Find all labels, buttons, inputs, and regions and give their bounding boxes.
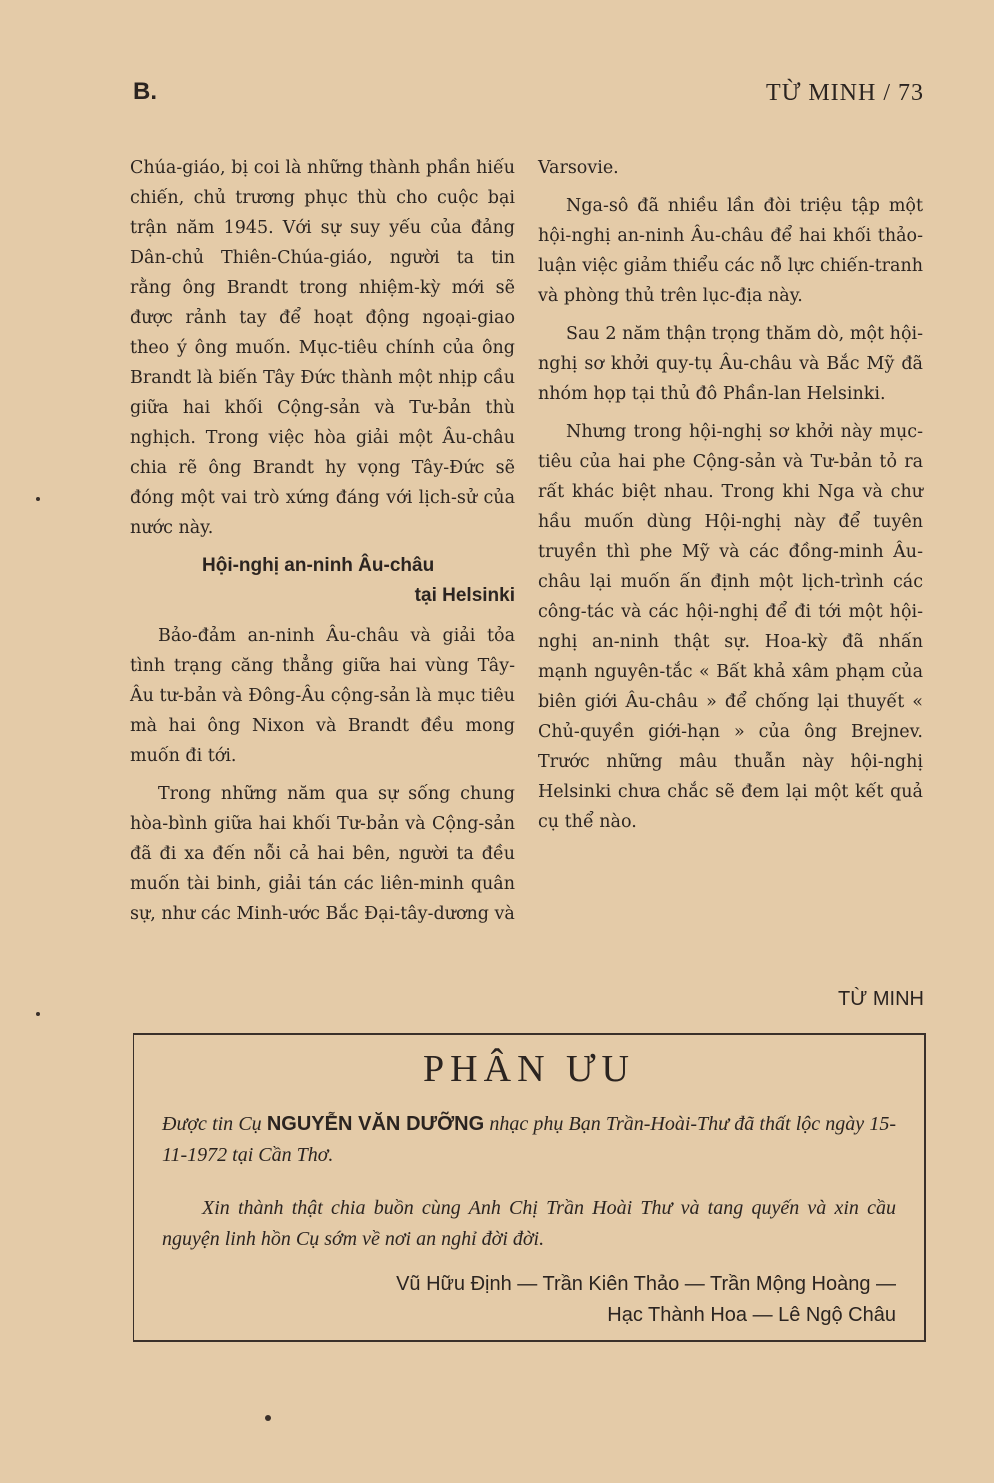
page-section-letter: B. — [133, 78, 157, 105]
announcement-text-start: Được tin Cụ — [162, 1113, 267, 1135]
ink-speck — [265, 1415, 271, 1421]
announcement-text-end: nhạc phụ Bạn Trần-Hoài-Thư đã thất lộc ngày 15-11-1972 tại Cần Thơ. — [162, 1113, 896, 1166]
paragraph: Varsovie. — [538, 158, 619, 178]
right-column — [538, 153, 923, 845]
notice-title: PHÂN ƯU — [423, 1048, 635, 1090]
notice-signatories: Vũ Hữu Định — Trần Kiên Thảo — Trần Mộng Hoàng — Hạc Thành Hoa — Lê Ngộ Châu — [396, 1273, 896, 1326]
notice-announcement — [162, 1109, 896, 1171]
left-column — [130, 153, 515, 937]
paragraph: Nhưng trong hội-nghị sơ khởi này mục-tiêu của hai phe Cộng-sản và Tư-bản tỏ ra rất khác biệt nhau. Trong khi Nga và chư hầu muốn dùng Hội-nghị này để tuyên truyền thì phe Mỹ và các đồng-minh Âu-châu lại muốn ấn định một lịch-trình các công-tác và các hội-nghị để đi tới một hội-nghị an-ninh thật sự. Hoa-kỳ đã nhấn mạnh nguyên-tắc « Bất khả xâm phạm của biên giới Âu-châu » để chống lại thuyết « Chủ-quyền giới-hạn » của ông Brejnev. Trước những mâu thuẫn này hội-nghị Helsinki chưa chắc sẽ đem lại một kết quả cụ thể nào. — [538, 422, 923, 832]
subheading-line-2: tại Helsinki — [414, 585, 515, 606]
subheading-line-1: Hội-nghị an-ninh Âu-châu — [202, 555, 435, 576]
paragraph: Nga-sô đã nhiều lần đòi triệu tập một hội-nghị an-ninh Âu-châu để hai khối thảo-luận việc giảm thiểu các nỗ lực chiến-tranh và phòng thủ trên lục-địa này. — [538, 196, 923, 306]
paragraph: Sau 2 năm thận trọng thăm dò, một hội-nghị sơ khởi quy-tụ Âu-châu và Bắc Mỹ đã nhóm họp tại thủ đô Phần-lan Helsinki. — [538, 324, 923, 404]
paragraph: Chúa-giáo, bị coi là những thành phần hiếu chiến, chủ trương phục thù cho cuộc bại trận năm 1945. Với sự suy yếu của đảng Dân-chủ Thiên-Chúa-giáo, người ta tin rằng ông Brandt trong nhiệm-kỳ mới sẽ được rảnh tay để hoạt động ngoại-giao theo ý ông muốn. Mục-tiêu chính của ông Brandt là biến Tây Đức thành một nhịp cầu giữa hai khối Cộng-sản và Tư-bản thù nghịch. Trong việc hòa giải một Âu-châu chia rẽ ông Brandt hy vọng Tây-Đức sẽ đóng một vai trò xứng đáng với lịch-sử của nước này. — [130, 158, 515, 538]
paragraph: Bảo-đảm an-ninh Âu-châu và giải tỏa tình trạng căng thẳng giữa hai vùng Tây-Âu tư-bản và Đông-Âu cộng-sản là mục tiêu mà hai ông Nixon và Brandt đều mong muốn đi tới. — [130, 626, 515, 766]
section-subheading — [130, 551, 515, 611]
condolence-notice-box — [133, 1033, 926, 1342]
author-signature: TỪ MINH — [838, 988, 924, 1010]
ink-speck — [36, 1012, 40, 1016]
notice-condolence-message: Xin thành thật chia buồn cùng Anh Chị Trần Hoài Thư và tang quyến và xin cầu nguyện linh hồn Cụ sớm về nơi an nghỉ đời đời. — [162, 1197, 896, 1250]
ink-speck — [36, 497, 40, 501]
page-header-title: TỪ MINH / 73 — [766, 80, 924, 106]
paragraph: Trong những năm qua sự sống chung hòa-bình giữa hai khối Tư-bản và Cộng-sản đã đi xa đến nỗi cả hai bên, người ta đều muốn tài binh, giải tán các liên-minh quân sự, như các Minh-ước Bắc Đại-tây-dương và — [130, 784, 515, 924]
deceased-name: NGUYỄN VĂN DƯỠNG — [266, 1113, 485, 1135]
